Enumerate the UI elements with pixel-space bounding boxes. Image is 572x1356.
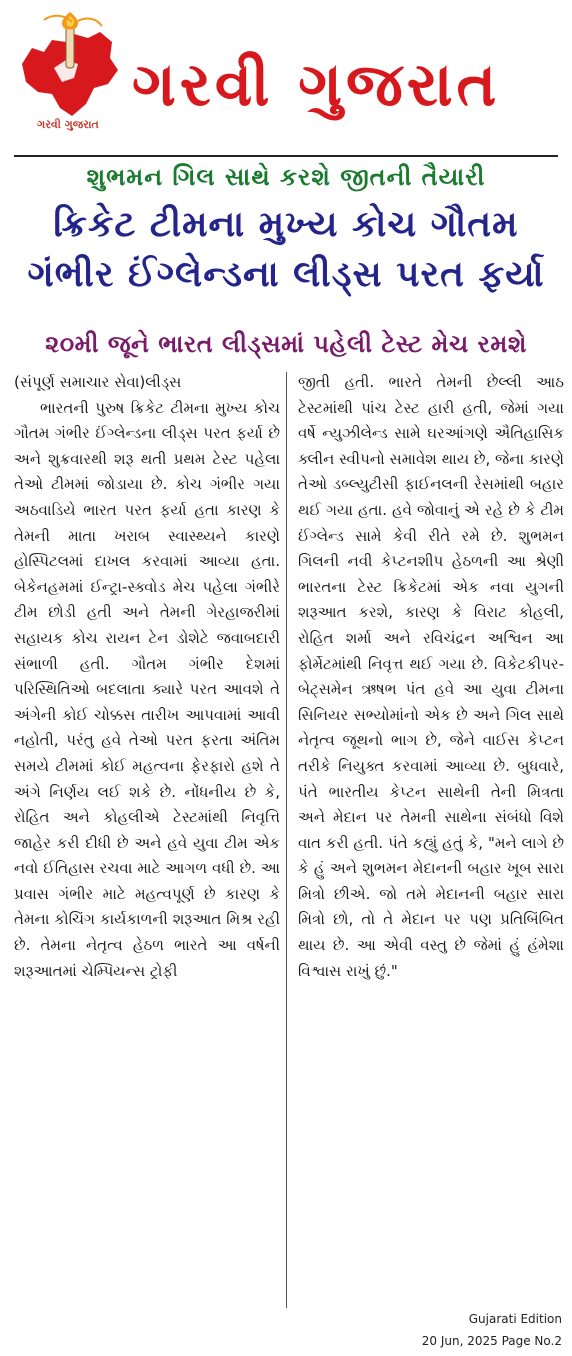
masthead-divider [14, 155, 558, 157]
logo-caption: ગરવી ગુજરાત [37, 118, 99, 131]
edition-label: Gujarati Edition [468, 1312, 562, 1326]
article-source: (સંપૂર્ણ સમાચાર સેવા)લીડ્સ [14, 373, 182, 391]
article-body-left: ભારતની પુરુષ ક્રિકેટ ટીમના મુખ્ય કોચ ગૌતમ ગંભીર ઈંગ્લેન્ડના લીડ્સ પરત ફર્યા છે અને શુક્રવારથી શરૂ થતી પ્રથમ ટેસ્ટ પહેલા તેઓ ટીમમાં જોડાયા છે. કોચ ગંભીર ગયા અઠવાડિયે ભારત પરત ફર્યા હતા કારણ કે તેમની માતા ખરાબ સ્વાસ્થ્યને કારણે હોસ્પિટલમાં દાખલ કરવામાં આવ્યા હતા. બેકેનહમમાં ઈન્ટ્રા-સ્ક્વોડ મેચ પહેલા ગંભીરે ટીમ છોડી હતી અને તેમની ગેરહાજરીમાં સહાયક કોચ રાયન ટેન ડોશેટે જવાબદારી સંભાળી હતી. ગૌતમ ગંભીર દેશમાં પરિસ્થિતિઓ બદલાતા ક્યારે પરત આવશે તે અંગેની કોઈ ચોક્કસ તારીખ આપવામાં આવી નહોતી, પરંતુ હવે તેઓ પરત ફરતા અંતિમ સમયે ટીમમાં કોઈ મહત્વના ફેરફારો હશે તે અંગે નિર્ણય લઈ શકે છે. નોંધનીય છે કે, રોહિત અને કોહલીએ ટેસ્ટમાંથી નિવૃત્તિ જાહેર કરી દીધી છે અને હવે યુવા ટીમ એક નવો ઈતિહાસ રચવા માટે આગળ વધી છે. આ પ્રવાસ ગંભીર માટે મહત્વપૂર્ણ છે કારણ કે તેમના કોચિંગ કાર્યકાળની શરૂઆત મિશ્ર રહી છે. તેમના નેતૃત્વ હેઠળ ભારતે આ વર્ષની શરૂઆતમાં ચેમ્પિયન્સ ટ્રોફી [14, 398, 280, 980]
page-dateline: 20 Jun, 2025 Page No.2 [421, 1334, 562, 1348]
gujarat-map-torch-icon [14, 12, 124, 124]
masthead [0, 0, 572, 150]
article-headline: ક્રિકેટ ટીમના મુખ્ય કોચ ગૌતમ ગંભીર ઈંગ્લેન્ડના લીડ્સ પરત ફર્યા [27, 204, 545, 295]
article-body-right: જીતી હતી. ભારતે તેમની છેલ્લી આઠ ટેસ્ટમાંથી પાંચ ટેસ્ટ હારી હતી, જેમાં ગયા વર્ષે ન્યુઝીલેન્ડ સામે ઘરઆંગણે ઐતિહાસિક ક્લીન સ્વીપનો સમાવેશ થાય છે, જેના કારણે તેઓ ડબ્લ્યુટીસી ફાઈનલની રેસમાંથી બહાર થઈ ગયા હતા. હવે જોવાનું એ રહે છે કે ટીમ ઈંગ્લેન્ડ સામે કેવી રીતે રમે છે. શુભમન ગિલની નવી કેપ્ટનશીપ હેઠળની આ શ્રેણી ભારતના ટેસ્ટ ક્રિકેટમાં એક નવા યુગની શરૂઆત કરશે, કારણ કે વિરાટ કોહલી, રોહિત શર્મા અને રવિચંદ્રન અશ્વિન આ ફોર્મેટમાંથી નિવૃત્ત થઈ ગયા છે. વિકેટકીપર-બેટ્સમેન ઋષભ પંત હવે આ યુવા ટીમના સિનિયર સભ્યોમાંનો એક છે અને ગિલ સાથે નેતૃત્વ જૂથનો ભાગ છે, જેને વાઈસ કેપ્ટન તરીકે નિયુક્ત કરવામાં આવ્યા છે. બુધવારે, પંતે ભારતીય કેપ્ટન સાથેની તેની મિત્રતા અને મેદાન પર તેમની સાથેના સંબંધો વિશે વાત કરી હતી. પંતે કહ્યું હતું કે, "મને લાગે છે કે હું અને શુભમન મેદાનની બહાર ખૂબ સારા મિત્રો છીએ. જો તમે મેદાનની બહાર સારા મિત્રો છો, તો તે મેદાન પર પણ પ્રતિબિંબિત થાય છે. આ એવી વસ્તુ છે જેમાં હું હંમેશા વિશ્વાસ રાખું છું." [298, 373, 564, 980]
article-subheadline: ૨૦મી જૂને ભારત લીડ્સમાં પહેલી ટેસ્ટ મેચ રમશે [45, 330, 527, 358]
brand-title: ગરવી ગુજરાત [132, 50, 501, 120]
article-right-column [298, 370, 564, 984]
article-kicker: શુભમન ગિલ સાથે કરશે જીતની તૈયારી [86, 163, 486, 191]
column-divider [286, 372, 287, 1308]
article-left-column [14, 370, 280, 984]
